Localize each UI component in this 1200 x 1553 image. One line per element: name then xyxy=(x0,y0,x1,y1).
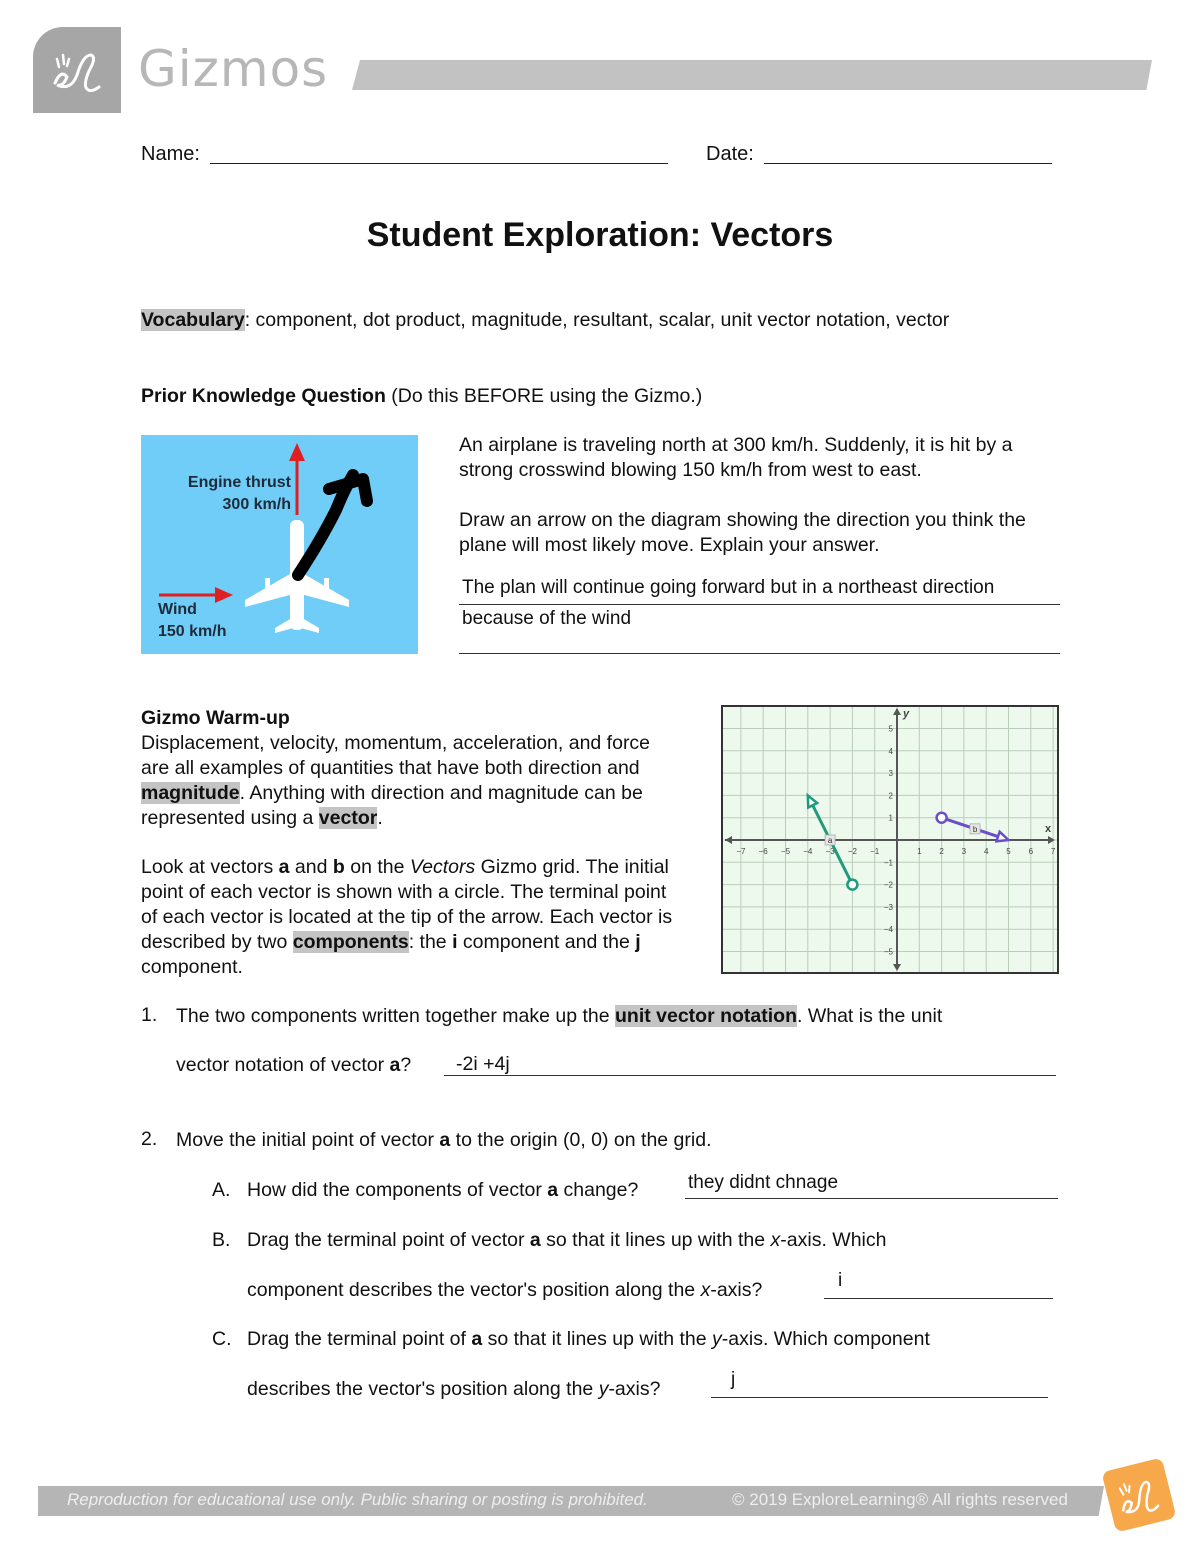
explorelearning-el-icon xyxy=(49,45,105,95)
page-title: Student Exploration: Vectors xyxy=(366,216,834,254)
prior-knowledge-paragraph-2: Draw an arrow on the diagram showing the direction you think the plane will most likely move. Explain your answer. xyxy=(459,509,1026,556)
svg-text:−1: −1 xyxy=(870,847,880,856)
svg-text:−3: −3 xyxy=(825,847,835,856)
svg-text:−2: −2 xyxy=(883,880,893,890)
svg-text:3: 3 xyxy=(888,769,893,779)
question-2a-letter: A. xyxy=(212,1179,231,1201)
question-2b-prompt: component describes the vector's position along the x-axis? xyxy=(247,1279,763,1301)
svg-text:−6: −6 xyxy=(758,847,768,856)
header-bar xyxy=(352,60,1152,90)
svg-text:−1: −1 xyxy=(883,858,893,868)
name-label: Name: xyxy=(141,143,200,165)
svg-text:2: 2 xyxy=(939,847,944,856)
wind-label: Wind 150 km/h xyxy=(158,601,227,640)
explorelearning-el-icon xyxy=(1111,1467,1167,1523)
warmup-paragraph-2: Look at vectors a and b on the Vectors Gizmo grid. The initial point of each vector is shown with a circle. The terminal point of each vector is located at the tip of the arrow. Each vector is described by two components: the i component and the j component. xyxy=(141,856,673,978)
svg-text:−5: −5 xyxy=(883,947,893,957)
svg-text:4: 4 xyxy=(888,746,893,756)
svg-text:x: x xyxy=(1045,823,1052,835)
question-2-number: 2. xyxy=(141,1128,158,1150)
date-field[interactable] xyxy=(764,163,1052,164)
svg-text:6: 6 xyxy=(1028,847,1034,856)
airplane-diagram xyxy=(141,435,418,654)
question-2c-text: Drag the terminal point of a so that it lines up with the y-axis. Which component xyxy=(247,1328,930,1350)
question-1-number: 1. xyxy=(141,1004,158,1026)
warmup-heading: Gizmo Warm-up xyxy=(141,707,290,729)
svg-text:−5: −5 xyxy=(780,847,791,856)
svg-text:−7: −7 xyxy=(736,847,746,856)
vocabulary-label: Vocabulary xyxy=(141,309,245,331)
coordinate-grid xyxy=(723,707,1057,972)
svg-text:3: 3 xyxy=(961,847,967,856)
svg-text:1: 1 xyxy=(888,813,893,823)
vectors-gizmo-grid xyxy=(721,705,1059,974)
svg-text:1: 1 xyxy=(917,847,922,856)
svg-text:7: 7 xyxy=(1050,847,1056,856)
svg-text:b: b xyxy=(972,824,978,834)
brand-name: Gizmos xyxy=(138,40,329,98)
question-1-answer[interactable]: -2i +4j xyxy=(444,1052,1056,1076)
highlight-vector: vector xyxy=(318,807,378,829)
question-2b-answer[interactable]: i xyxy=(824,1270,1053,1299)
name-field[interactable] xyxy=(210,163,668,164)
footer-copyright: © 2019 ExploreLearning® All rights reserved xyxy=(732,1490,1068,1509)
question-2a-text: How did the components of vector a change? xyxy=(247,1179,639,1201)
question-2c-letter: C. xyxy=(212,1328,232,1350)
question-2a-answer[interactable]: they didnt chnage xyxy=(685,1172,1058,1199)
warmup-paragraph-1: Displacement, velocity, momentum, acceleration, and force are all examples of quantities that have both direction and magnitude. Anything with direction and magnitude can be represented using a vector. xyxy=(141,732,651,829)
svg-text:−4: −4 xyxy=(803,847,813,856)
svg-text:4: 4 xyxy=(983,847,989,856)
highlight-unit-vector-notation: unit vector notation xyxy=(615,1005,797,1027)
gizmos-logo xyxy=(33,27,121,113)
prior-answer-line-2[interactable]: because of the wind xyxy=(462,608,632,629)
footer-logo xyxy=(1101,1457,1176,1532)
svg-text:2: 2 xyxy=(888,791,893,801)
prior-answer-line-1[interactable]: The plan will continue going forward but in a northeast direction xyxy=(459,577,1060,605)
svg-text:−3: −3 xyxy=(883,902,893,912)
svg-text:−4: −4 xyxy=(883,925,893,935)
highlight-components: components xyxy=(292,931,409,953)
prior-knowledge-paragraph-1: An airplane is traveling north at 300 km/h. Suddenly, it is hit by a strong crosswind blowing 150 km/h from west to east. xyxy=(459,434,1013,481)
question-2c-answer[interactable]: j xyxy=(711,1369,1048,1398)
vocabulary-terms: : component, dot product, magnitude, resultant, scalar, unit vector notation, vector xyxy=(244,309,950,331)
svg-text:a: a xyxy=(827,836,833,845)
svg-text:−2: −2 xyxy=(847,847,857,856)
question-2c-prompt: describes the vector's position along the y-axis? xyxy=(247,1378,661,1400)
question-2-text: Move the initial point of vector a to the origin (0, 0) on the grid. xyxy=(176,1129,712,1151)
prior-knowledge-note: (Do this BEFORE using the Gizmo.) xyxy=(385,385,703,407)
prior-knowledge-heading xyxy=(141,384,702,409)
svg-text:5: 5 xyxy=(1006,847,1011,856)
footer-disclaimer: Reproduction for educational use only. Public sharing or posting is prohibited. xyxy=(67,1490,648,1509)
prior-answer-line-3[interactable] xyxy=(459,640,1060,654)
question-2b-letter: B. xyxy=(212,1229,231,1251)
question-1-text: The two components written together make up the unit vector notation. What is the unit xyxy=(176,1005,943,1027)
highlight-magnitude: magnitude xyxy=(141,782,240,804)
svg-text:5: 5 xyxy=(888,724,893,734)
svg-text:y: y xyxy=(903,708,910,720)
engine-thrust-label: Engine thrust 300 km/h xyxy=(187,474,291,513)
prior-knowledge-title: Prior Knowledge Question xyxy=(141,385,386,407)
vocabulary xyxy=(141,308,949,333)
question-1-prompt: vector notation of vector a? xyxy=(176,1054,412,1076)
date-label: Date: xyxy=(706,143,754,165)
question-2b-text: Drag the terminal point of vector a so that it lines up with the x-axis. Which xyxy=(247,1229,887,1251)
